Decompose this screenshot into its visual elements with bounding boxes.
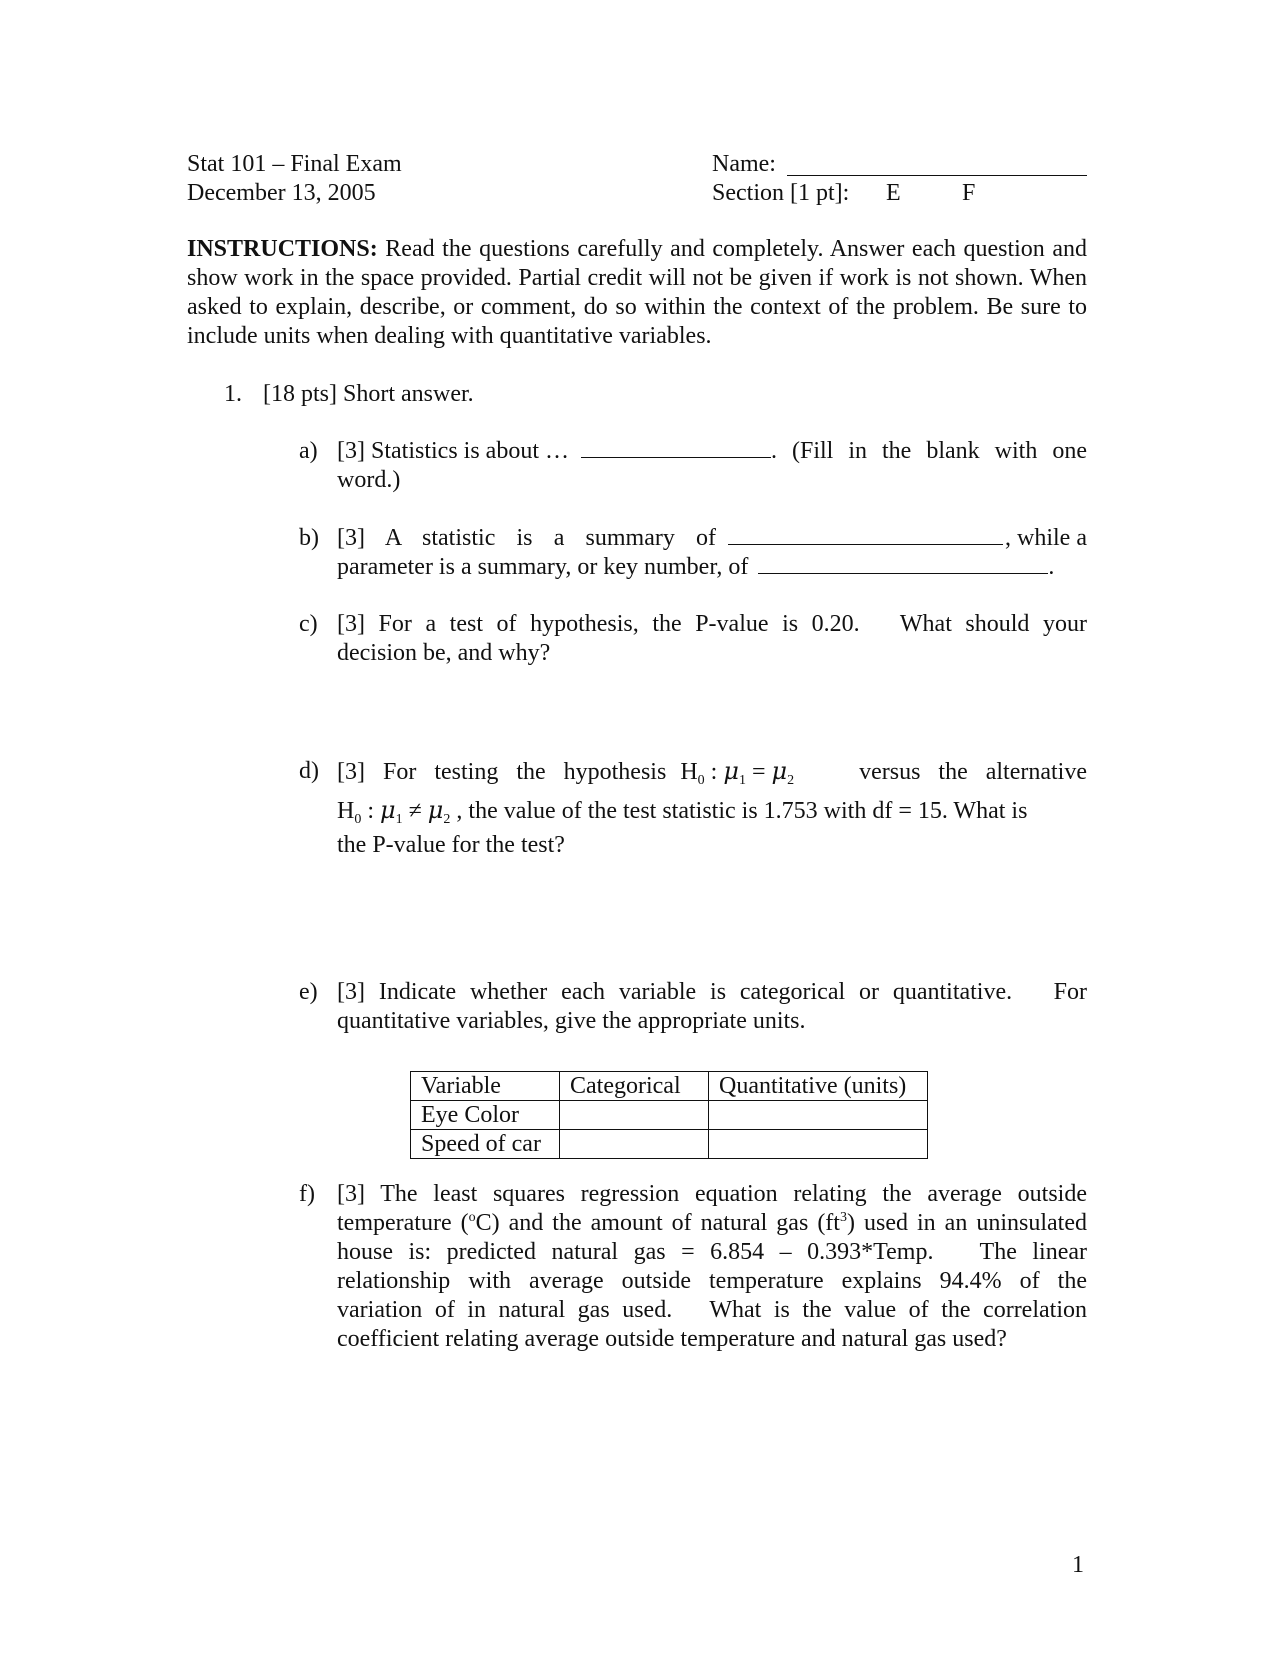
part-b-period: . bbox=[1048, 554, 1055, 580]
part-f-line6: coefficient relating average outside temperature and natural gas used? bbox=[337, 1326, 1007, 1352]
instructions bbox=[187, 235, 1087, 351]
table-cell-categorical[interactable] bbox=[560, 1101, 709, 1130]
part-b-text-cont: parameter is a summary, or key number, of bbox=[337, 554, 749, 580]
page-number: 1 bbox=[1072, 1552, 1084, 1578]
part-e-label: e) bbox=[299, 979, 318, 1005]
part-b bbox=[337, 524, 1087, 582]
part-f-line4: relationship with average outside temperature explains 94.4% of the bbox=[337, 1268, 1087, 1294]
part-f-line1: [3] The least squares regression equation relating the average outside bbox=[337, 1181, 1087, 1207]
part-b-blank-statistic[interactable] bbox=[728, 524, 1003, 545]
part-d-versus: versus the alternative bbox=[859, 759, 1087, 785]
question-number: 1. bbox=[224, 381, 242, 407]
course-title: Stat 101 – Final Exam bbox=[187, 151, 402, 177]
section-label: Section [1 pt]: bbox=[712, 180, 850, 206]
part-d-intro: [3] For testing the hypothesis bbox=[337, 759, 667, 785]
part-d-alt-hypothesis: $H_0$ : $\mu_1 \ne \mu_2$ bbox=[337, 796, 451, 827]
part-d-label: d) bbox=[299, 758, 319, 784]
part-b-while: , while a bbox=[1005, 525, 1087, 551]
table-row bbox=[411, 1101, 928, 1130]
table-cell-quantitative[interactable] bbox=[709, 1101, 928, 1130]
table-header-row bbox=[411, 1072, 928, 1101]
part-d-statistic-text: , the value of the test statistic is 1.753 with df = 15. What is bbox=[456, 798, 1028, 824]
part-a-label: a) bbox=[299, 438, 318, 464]
part-f-line5: variation of in natural gas used. What is the value of the correlation bbox=[337, 1297, 1087, 1323]
part-e-line1: [3] Indicate whether each variable is categorical or quantitative. For bbox=[337, 979, 1087, 1005]
question-title: [18 pts] Short answer. bbox=[263, 381, 474, 407]
name-label: Name: bbox=[712, 151, 776, 177]
exam-date: December 13, 2005 bbox=[187, 180, 376, 206]
part-a-instruction: . (Fill in the blank with one bbox=[770, 438, 1087, 464]
table-cell-variable: Eye Color bbox=[411, 1101, 560, 1130]
instructions-body: Read the questions carefully and completely. Answer each question and show work in the space provided. Partial credit will not be given if work is not shown. When asked to explain, describe, or comment, do so within the context of the problem. Be sure to include units when dealing with quantitative variables. bbox=[187, 236, 1088, 349]
part-f-line2: temperature ($^o$C) and the amount of natural gas $(ft^3)$ used in an uninsulated bbox=[337, 1210, 1087, 1236]
part-f bbox=[337, 1180, 1087, 1354]
part-d bbox=[337, 757, 1087, 860]
part-c-label: c) bbox=[299, 611, 318, 637]
instructions-heading: INSTRUCTIONS: bbox=[187, 236, 378, 262]
table-cell-variable: Speed of car bbox=[411, 1130, 560, 1159]
name-field[interactable] bbox=[787, 175, 1087, 176]
part-b-blank-parameter[interactable] bbox=[758, 553, 1048, 574]
part-c-line1: [3] For a test of hypothesis, the P-value is 0.20. What should your bbox=[337, 611, 1087, 637]
table-row bbox=[411, 1130, 928, 1159]
part-a-blank[interactable] bbox=[581, 437, 771, 458]
table-cell-quantitative[interactable] bbox=[709, 1130, 928, 1159]
part-a bbox=[337, 437, 1087, 495]
table-header-categorical: Categorical bbox=[560, 1072, 709, 1101]
part-a-text: [3] Statistics is about … bbox=[337, 438, 569, 464]
part-f-line3: house is: predicted natural gas = 6.854 – 0.393*Temp. The linear bbox=[337, 1239, 1087, 1265]
part-d-line3: the P-value for the test? bbox=[337, 832, 565, 858]
part-d-null-hypothesis: $H_0$ : $\mu_1 = \mu_2$ bbox=[680, 757, 795, 788]
part-b-text: [3] A statistic is a summary of bbox=[337, 525, 717, 551]
part-c bbox=[337, 610, 1087, 668]
table-header-quantitative: Quantitative (units) bbox=[709, 1072, 928, 1101]
section-option-e[interactable]: E bbox=[886, 180, 901, 206]
part-e-line2: quantitative variables, give the appropriate units. bbox=[337, 1008, 806, 1034]
part-a-text-cont: word.) bbox=[337, 467, 401, 493]
table-cell-categorical[interactable] bbox=[560, 1130, 709, 1159]
table-header-variable: Variable bbox=[411, 1072, 560, 1101]
part-f-label: f) bbox=[299, 1181, 315, 1207]
part-e bbox=[337, 978, 1087, 1036]
part-b-label: b) bbox=[299, 525, 319, 551]
section-option-f[interactable]: F bbox=[962, 180, 976, 206]
part-c-line2: decision be, and why? bbox=[337, 640, 551, 666]
variables-table bbox=[410, 1071, 928, 1159]
